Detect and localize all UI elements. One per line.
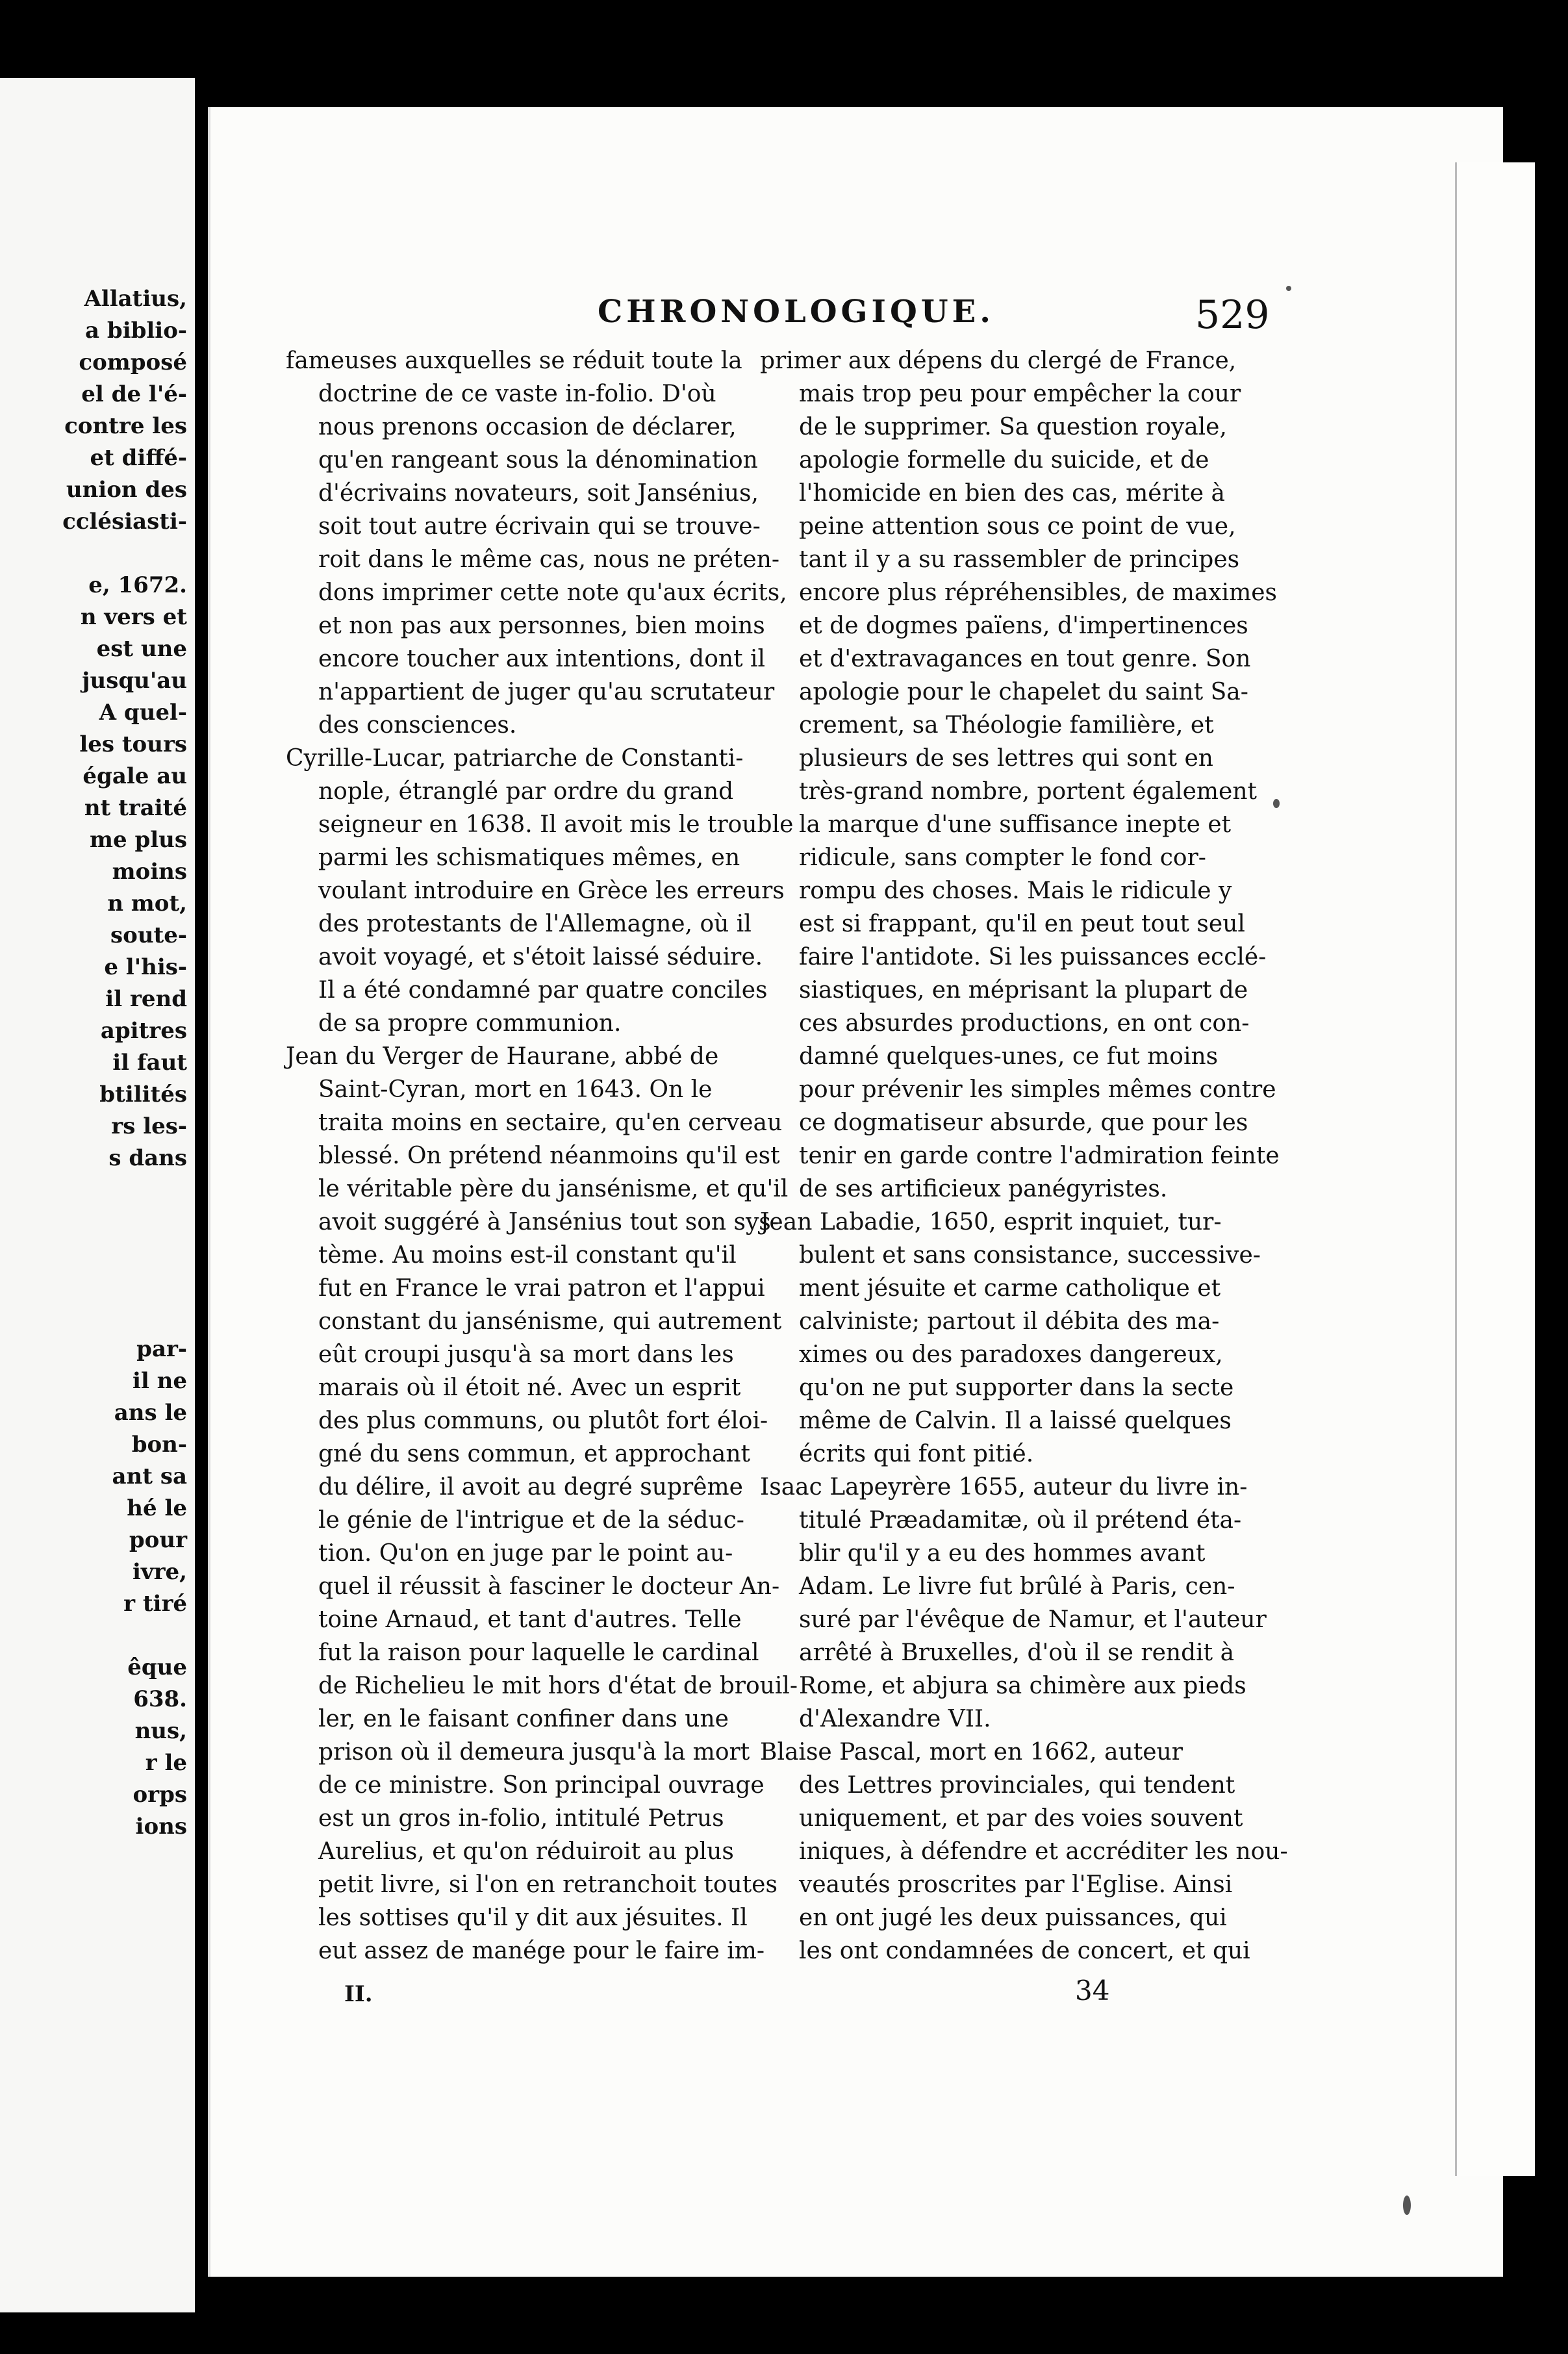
text-line: titulé Præadamitæ, où il prétend éta- bbox=[799, 1507, 1242, 1534]
text-line: dons imprimer cette note qu'aux écrits, bbox=[318, 579, 787, 606]
text-line: pour prévenir les simples mêmes contre bbox=[799, 1076, 1276, 1103]
text-line: des consciences. bbox=[318, 712, 517, 739]
margin-fragment: ant sa bbox=[112, 1463, 187, 1489]
text-line: n'appartient de juger qu'au scrutateur bbox=[318, 679, 775, 705]
running-title: CHRONOLOGIQUE. bbox=[598, 294, 994, 330]
text-line: blir qu'il y a eu des hommes avant bbox=[799, 1540, 1206, 1567]
text-line: Adam. Le livre fut brûlé à Paris, cen- bbox=[799, 1573, 1235, 1600]
text-line: et de dogmes païens, d'impertinences bbox=[799, 613, 1248, 639]
text-line: même de Calvin. Il a laissé quelques bbox=[799, 1408, 1232, 1434]
margin-fragment: n vers et bbox=[80, 604, 187, 630]
text-line: Saint-Cyran, mort en 1643. On le bbox=[318, 1076, 713, 1103]
text-line: qu'on ne put supporter dans la secte bbox=[799, 1374, 1234, 1401]
text-line: d'Alexandre VII. bbox=[799, 1706, 991, 1732]
text-line: le génie de l'intrigue et de la séduc- bbox=[318, 1507, 744, 1534]
text-line: qu'en rangeant sous la dénomination bbox=[318, 447, 758, 474]
margin-fragment: bon- bbox=[131, 1432, 187, 1458]
text-line: tion. Qu'on en juge par le point au- bbox=[318, 1540, 733, 1567]
text-line: iniques, à défendre et accréditer les nou- bbox=[799, 1838, 1288, 1865]
margin-fragment: et diffé- bbox=[90, 445, 187, 471]
text-entry bbox=[286, 742, 794, 1040]
margin-fragment: égale au bbox=[82, 763, 187, 789]
margin-fragment: union des bbox=[66, 477, 187, 503]
text-line: nople, étranglé par ordre du grand bbox=[318, 778, 734, 805]
margin-fragment: Allatius, bbox=[84, 286, 187, 312]
signature-mark: II. bbox=[344, 1981, 373, 2007]
page-curl bbox=[1455, 162, 1535, 2176]
right-text-column bbox=[760, 344, 1288, 1968]
margin-fragment: r le bbox=[145, 1750, 187, 1776]
text-line: ces absurdes productions, en ont con- bbox=[799, 1010, 1250, 1037]
text-entry bbox=[760, 344, 1280, 1206]
text-line: fut la raison pour laquelle le cardinal bbox=[318, 1639, 759, 1666]
text-line: faire l'antidote. Si les puissances ecclé- bbox=[799, 944, 1267, 970]
text-line: l'homicide en bien des cas, mérite à bbox=[799, 480, 1225, 507]
text-line: prison où il demeura jusqu'à la mort bbox=[318, 1739, 750, 1766]
text-line: roit dans le même cas, nous ne préten- bbox=[318, 546, 780, 573]
text-line: damné quelques-unes, ce fut moins bbox=[799, 1043, 1219, 1070]
text-line: des plus communs, ou plutôt fort éloi- bbox=[318, 1408, 768, 1434]
margin-fragment: a biblio- bbox=[85, 318, 187, 344]
text-line: écrits qui font pitié. bbox=[799, 1441, 1034, 1467]
margin-fragment: pour bbox=[129, 1527, 187, 1553]
text-line: doctrine de ce vaste in-folio. D'où bbox=[318, 381, 716, 407]
text-line: marais où il étoit né. Avec un esprit bbox=[318, 1374, 741, 1401]
margin-fragment: les tours bbox=[79, 731, 187, 757]
text-line: apologie formelle du suicide, et de bbox=[799, 447, 1209, 474]
text-line: du délire, il avoit au degré suprême bbox=[318, 1474, 743, 1500]
margin-fragment: ivre, bbox=[132, 1559, 187, 1585]
text-line: soit tout autre écrivain qui se trouve- bbox=[318, 513, 761, 540]
text-line: mais trop peu pour empêcher la cour bbox=[799, 381, 1241, 407]
ink-speck bbox=[1403, 2196, 1411, 2215]
text-line: ce dogmatiseur absurde, que pour les bbox=[799, 1109, 1248, 1136]
text-line: gné du sens commun, et approchant bbox=[318, 1441, 751, 1467]
text-line: arrêté à Bruxelles, d'où il se rendit à bbox=[799, 1639, 1235, 1666]
text-line: calviniste; partout il débita des ma- bbox=[799, 1308, 1220, 1335]
text-line: la marque d'une suffisance inepte et bbox=[799, 811, 1232, 838]
text-line: toine Arnaud, et tant d'autres. Telle bbox=[318, 1606, 742, 1633]
margin-fragment: par- bbox=[136, 1336, 187, 1362]
text-line: ridicule, sans compter le fond cor- bbox=[799, 844, 1206, 871]
text-line: ximes ou des paradoxes dangereux, bbox=[799, 1341, 1223, 1368]
text-line: primer aux dépens du clergé de France, bbox=[760, 348, 1237, 374]
text-line: parmi les schismatiques mêmes, en bbox=[318, 844, 740, 871]
text-line: tant il y a su rassembler de principes bbox=[799, 546, 1240, 573]
text-line: ment jésuite et carme catholique et bbox=[799, 1275, 1221, 1302]
text-entry bbox=[760, 1206, 1261, 1471]
text-entry bbox=[760, 1736, 1288, 1968]
text-line: plusieurs de ses lettres qui sont en bbox=[799, 745, 1213, 772]
page-number: 529 bbox=[1195, 292, 1270, 338]
text-line: eût croupi jusqu'à sa mort dans les bbox=[318, 1341, 734, 1368]
text-line: de sa propre communion. bbox=[318, 1010, 622, 1037]
text-line: avoit voyagé, et s'étoit laissé séduire. bbox=[318, 944, 763, 970]
text-line: et non pas aux personnes, bien moins bbox=[318, 613, 765, 639]
text-line: en ont jugé les deux puissances, qui bbox=[799, 1905, 1227, 1931]
text-line: de Richelieu le mit hors d'état de brouil- bbox=[318, 1673, 798, 1699]
text-line: tenir en garde contre l'admiration feinte bbox=[799, 1143, 1280, 1169]
text-line: constant du jansénisme, qui autrement bbox=[318, 1308, 782, 1335]
margin-fragment: n mot, bbox=[107, 891, 187, 917]
margin-fragment: hé le bbox=[127, 1495, 187, 1521]
margin-fragment: il ne bbox=[132, 1368, 187, 1394]
text-line: apologie pour le chapelet du saint Sa- bbox=[799, 679, 1248, 705]
text-line: des Lettres provinciales, qui tendent bbox=[799, 1772, 1235, 1799]
text-line: Isaac Lapeyrère 1655, auteur du livre in- bbox=[760, 1474, 1248, 1500]
left-text-column bbox=[286, 344, 798, 1968]
text-line: est si frappant, qu'il en peut tout seul bbox=[799, 911, 1245, 937]
margin-fragment: moins bbox=[112, 859, 187, 885]
text-line: nous prenons occasion de déclarer, bbox=[318, 414, 737, 440]
text-line: siastiques, en méprisant la plupart de bbox=[799, 977, 1248, 1004]
ink-speck bbox=[1273, 799, 1280, 808]
text-line: Il a été condamné par quatre conciles bbox=[318, 977, 768, 1004]
margin-fragment: 638. bbox=[133, 1686, 187, 1712]
margin-fragment: e l'his- bbox=[104, 954, 187, 980]
text-line: suré par l'évêque de Namur, et l'auteur bbox=[799, 1606, 1267, 1633]
text-line: eut assez de manége pour le faire im- bbox=[318, 1938, 765, 1964]
text-line: des protestants de l'Allemagne, où il bbox=[318, 911, 752, 937]
text-line: fameuses auxquelles se réduit toute la bbox=[286, 348, 742, 374]
text-line: traita moins en sectaire, qu'en cerveau bbox=[318, 1109, 783, 1136]
text-line: rompu des choses. Mais le ridicule y bbox=[799, 878, 1232, 904]
text-line: et d'extravagances en tout genre. Son bbox=[799, 646, 1251, 672]
margin-fragment: apitres bbox=[100, 1018, 187, 1044]
margin-fragment: orps bbox=[133, 1782, 187, 1808]
text-line: crement, sa Théologie familière, et bbox=[799, 712, 1214, 739]
text-line: encore toucher aux intentions, dont il bbox=[318, 646, 766, 672]
text-line: ler, en le faisant confiner dans une bbox=[318, 1706, 729, 1732]
margin-fragment: nus, bbox=[134, 1718, 187, 1744]
text-line: blessé. On prétend néanmoins qu'il est bbox=[318, 1143, 780, 1169]
facing-page-edge bbox=[0, 78, 195, 2312]
margin-fragment: el de l'é- bbox=[81, 381, 187, 407]
text-line: de ses artificieux panégyristes. bbox=[799, 1176, 1168, 1202]
text-line: très-grand nombre, portent également bbox=[799, 778, 1257, 805]
text-line: quel il réussit à fasciner le docteur An- bbox=[318, 1573, 780, 1600]
margin-fragment: jusqu'au bbox=[82, 668, 187, 694]
text-line: Jean du Verger de Haurane, abbé de bbox=[286, 1043, 719, 1070]
margin-fragment: e, 1672. bbox=[88, 572, 187, 598]
ink-speck bbox=[1286, 286, 1291, 291]
margin-fragment: rs les- bbox=[111, 1113, 187, 1139]
text-line: Cyrille-Lucar, patriarche de Constanti- bbox=[286, 745, 744, 772]
margin-fragment: il rend bbox=[105, 986, 187, 1012]
text-line: le véritable père du jansénisme, et qu'il bbox=[318, 1176, 789, 1202]
margin-fragment: soute- bbox=[110, 922, 187, 948]
margin-fragment: composé bbox=[79, 349, 187, 375]
margin-fragment: r tiré bbox=[123, 1591, 187, 1617]
text-line: bulent et sans consistance, successive- bbox=[799, 1242, 1261, 1269]
text-line: encore plus répréhensibles, de maximes bbox=[799, 579, 1278, 606]
margin-fragment: cclésiasti- bbox=[62, 509, 187, 535]
margin-fragment: me plus bbox=[90, 827, 187, 853]
text-line: les ont condamnées de concert, et qui bbox=[799, 1938, 1250, 1964]
text-line: petit livre, si l'on en retranchoit toutes bbox=[318, 1871, 778, 1898]
text-entry bbox=[286, 1040, 798, 1968]
text-line: tème. Au moins est-il constant qu'il bbox=[318, 1242, 737, 1269]
margin-fragment: il faut bbox=[112, 1050, 187, 1076]
text-line: voulant introduire en Grèce les erreurs bbox=[318, 878, 785, 904]
margin-fragment: s dans bbox=[108, 1145, 187, 1171]
text-line: Blaise Pascal, mort en 1662, auteur bbox=[760, 1739, 1183, 1766]
text-entry bbox=[760, 1471, 1267, 1736]
text-line: Rome, et abjura sa chimère aux pieds bbox=[799, 1673, 1246, 1699]
margin-fragment: btilités bbox=[99, 1082, 187, 1107]
margin-fragment: contre les bbox=[64, 413, 187, 439]
text-line: peine attention sous ce point de vue, bbox=[799, 513, 1236, 540]
text-line: d'écrivains novateurs, soit Jansénius, bbox=[318, 480, 759, 507]
text-line: fut en France le vrai patron et l'appui bbox=[318, 1275, 765, 1302]
margin-fragment: êque bbox=[127, 1654, 187, 1680]
margin-fragment: ans le bbox=[114, 1400, 187, 1426]
text-line: est un gros in-folio, intitulé Petrus bbox=[318, 1805, 724, 1832]
sheet-number: 34 bbox=[1075, 1975, 1110, 2006]
text-entry bbox=[286, 344, 787, 742]
text-line: veautés proscrites par l'Eglise. Ainsi bbox=[799, 1871, 1233, 1898]
text-line: uniquement, et par des voies souvent bbox=[799, 1805, 1243, 1832]
text-line: les sottises qu'il y dit aux jésuites. Il bbox=[318, 1905, 748, 1931]
text-line: Jean Labadie, 1650, esprit inquiet, tur- bbox=[760, 1209, 1222, 1235]
margin-fragment: est une bbox=[96, 636, 187, 662]
margin-fragment: nt traité bbox=[84, 795, 187, 821]
margin-fragment: ions bbox=[135, 1814, 187, 1840]
text-line: Aurelius, et qu'on réduiroit au plus bbox=[318, 1838, 734, 1865]
text-line: avoit suggéré à Jansénius tout son sys- bbox=[318, 1209, 779, 1235]
margin-fragment: A quel- bbox=[99, 700, 187, 726]
text-line: de ce ministre. Son principal ouvrage bbox=[318, 1772, 765, 1799]
text-line: de le supprimer. Sa question royale, bbox=[799, 414, 1227, 440]
text-line: seigneur en 1638. Il avoit mis le trouble bbox=[318, 811, 794, 838]
